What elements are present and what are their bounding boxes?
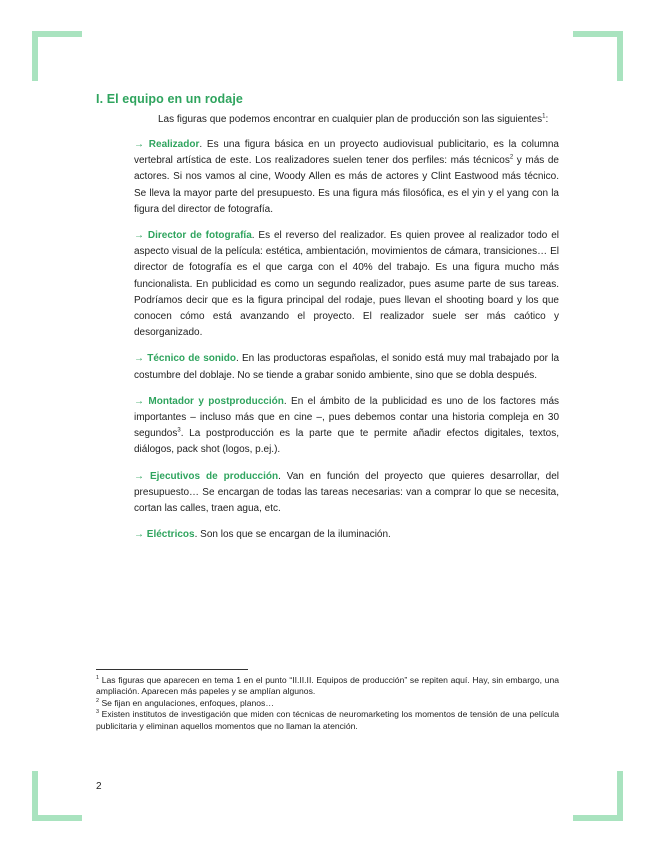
footnote-divider	[96, 669, 248, 670]
term-montador: Montador y postproducción	[148, 395, 284, 407]
corner-mark-bottom-left-vertical	[32, 771, 38, 821]
term-ejecutivos: Ejecutivos de producción	[149, 470, 279, 482]
arrow-icon: →	[134, 139, 144, 150]
intro-paragraph: Las figuras que podemos encontrar en cualquier plan de producción son las siguientes$^1$:	[158, 113, 549, 125]
corner-mark-bottom-left	[32, 815, 82, 821]
footnote-3: $^3$ Existen institutos de investigación que miden con técnicas de neuromarketing los momentos de tensión de una película publicitaria y eliminan aquellos momentos que no llaman la atención.	[96, 709, 559, 731]
footnote-2: $^2$ Se fijan en angulaciones, enfoques, planos…	[96, 697, 274, 708]
term-electricos: Eléctricos	[146, 529, 195, 541]
section-title: I. El equipo en un rodaje	[96, 92, 243, 106]
arrow-icon: →	[134, 395, 144, 407]
footnote-ref-2[interactable]: 2	[509, 154, 514, 161]
list-item-montador: → Montador y postproducción. En el ámbito de la publicidad es uno de los factores más importantes – incluso más que en cine –, pues debemos contar una historia compleja en 30 segundos$^3$. La postproducción es la parte que te permite añadir efectos digitales, textos, diálogos, pack shot (logos, p.ej.).	[134, 395, 560, 456]
list-item-director-fotografia: → Director de fotografía. Es el reverso del realizador. Es quien provee al realizador todo el aspecto visual de la película: estética, ambientación, movimientos de cámara, transiciones… El director de fotografía es el que carga con el 40% del trabajo. Es una figura mucho más funcionalista. En publicidad es como un segundo realizador, pues asume parte de sus tareas. Podríamos decir que es la figura principal del rodaje, pues llevan el shooting board y los que conocen cómo está avanzando el proyecto. El realizador suele ser más caótico y desorganizado.	[134, 230, 560, 339]
page-number: 2	[96, 781, 102, 792]
term-tecnico-sonido: Técnico de sonido	[147, 353, 236, 365]
footnotes	[96, 675, 559, 732]
arrow-icon: →	[134, 529, 144, 541]
corner-mark-bottom-right-vertical	[617, 771, 623, 821]
arrow-icon: →	[134, 230, 144, 242]
corner-mark-bottom-right	[573, 815, 623, 821]
corner-mark-top-left	[32, 31, 82, 37]
corner-mark-top-right-vertical	[617, 31, 623, 81]
term-realizador: Realizador	[148, 139, 200, 150]
corner-mark-top-left-vertical	[32, 31, 38, 81]
footnote-ref-3[interactable]: 3	[177, 427, 181, 434]
corner-mark-top-right	[573, 31, 623, 37]
page-content	[96, 92, 559, 553]
intro-text: Las figuras que podemos encontrar en cualquier plan de producción son las siguientes	[158, 114, 543, 125]
footnote-1: $^1$ Las figuras que aparecen en tema 1 en el punto “II.II.II. Equipos de producción” se repiten aquí. Hay, sin embargo, una ampliación. Aparecen más papeles y se amplían algunos.	[96, 675, 559, 697]
list-item-ejecutivos: → Ejecutivos de producción. Van en función del proyecto que quieres desarrollar, del presupuesto… Se encargan de todas las tareas necesarias: van a comprar lo que se necesita, cortan las calles, traen agua, etc.	[134, 470, 559, 515]
arrow-icon: →	[134, 470, 144, 482]
arrow-icon: →	[134, 353, 144, 365]
footnote-ref-1[interactable]: 1	[542, 113, 546, 120]
term-director-fotografia: Director de fotografía	[147, 230, 252, 242]
list-item-tecnico-sonido: → Técnico de sonido. En las productoras españolas, el sonido está muy mal trabajado por la costumbre del doblaje. No se tiende a grabar sonido ambiente, sino que se dobla después.	[134, 353, 559, 381]
list-item-realizador: → Realizador. Es una figura básica en un proyecto audiovisual publicitario, es la columna vertebral artística de este. Los realizadores suelen tener dos perfiles: más técnicos$^2$ y más de actores. Si nos vamos al cine, Woody Allen es más de actores y Clint Eastwood más técnico. Se lleva la mayor parte del presupuesto. Es una figura más filosófica, es el yin y el yang con la figura del director de fotografía.	[134, 139, 559, 215]
list-item-electricos: → Eléctricos. Son los que se encargan de la iluminación.	[134, 529, 391, 541]
crew-list	[134, 137, 559, 543]
